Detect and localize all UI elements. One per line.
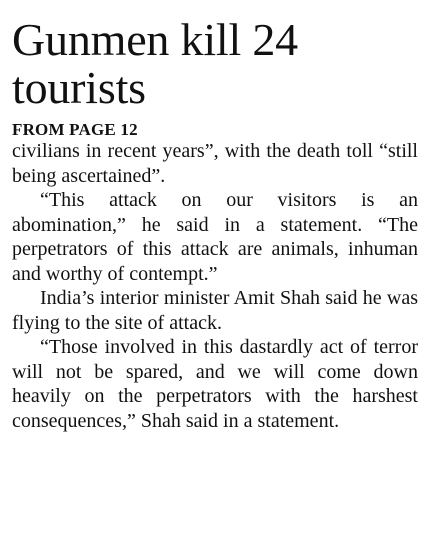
paragraph: “This attack on our visitors is an abomination,” he said in a statement. “The perpetrators of this attack are animals, inhuman and worthy of contempt.” (12, 189, 418, 285)
paragraph: India’s interior minister Amit Shah said he was flying to the site of attack. (12, 287, 418, 334)
headline: Gunmen kill 24 tourists (12, 14, 298, 113)
article (12, 16, 418, 433)
paragraph: civilians in recent years”, with the death toll “still being ascertained”. (12, 140, 418, 187)
paragraph: “Those involved in this dastardly act of terror will not be spared, and we will come down heavily on the perpetrators with the harshest consequences,” Shah said in a statement. (12, 336, 418, 432)
article-body (12, 139, 418, 433)
jump-line: FROM PAGE 12 (12, 120, 138, 139)
